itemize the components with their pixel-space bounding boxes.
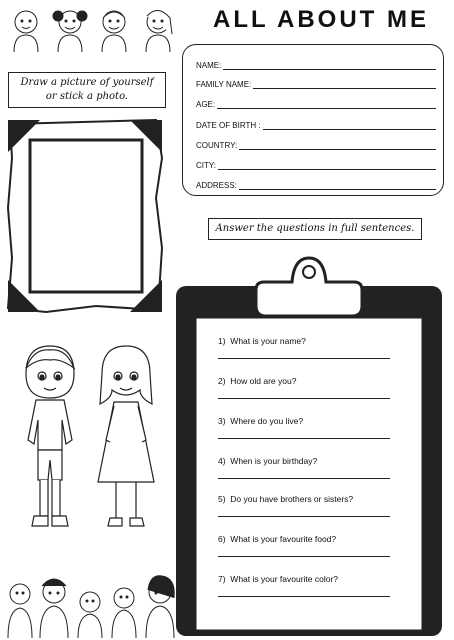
question-number: 3)	[218, 416, 226, 426]
question-number: 1)	[218, 336, 226, 346]
info-row-country[interactable]	[196, 136, 436, 150]
answer-line-4[interactable]	[218, 478, 390, 479]
answer-line[interactable]	[253, 79, 436, 89]
info-row-age[interactable]	[196, 95, 436, 109]
drawing-instruction-box	[8, 72, 166, 108]
info-label: CITY:	[196, 161, 217, 170]
answer-line-7[interactable]	[218, 596, 390, 597]
question-number: 5)	[218, 494, 226, 504]
question-text: Where do you live?	[230, 416, 304, 426]
photo-frame[interactable]	[6, 118, 164, 314]
answer-line-6[interactable]	[218, 556, 390, 557]
question-4	[218, 456, 317, 466]
question-text: What is your favourite food?	[230, 534, 337, 544]
answer-line-5[interactable]	[218, 516, 390, 517]
question-number: 4)	[218, 456, 226, 466]
question-text: When is your birthday?	[230, 456, 318, 466]
question-1	[218, 336, 306, 346]
question-5	[218, 494, 353, 504]
answer-line-1[interactable]	[218, 358, 390, 359]
question-2	[218, 376, 296, 386]
info-label: AGE:	[196, 100, 216, 109]
answer-line[interactable]	[239, 140, 436, 150]
kids-illustration-bottom	[4, 572, 182, 638]
answer-line[interactable]	[239, 180, 436, 190]
answer-line[interactable]	[217, 99, 436, 109]
info-label: NAME:	[196, 61, 222, 70]
info-label: COUNTRY:	[196, 141, 238, 150]
question-7	[218, 574, 338, 584]
drawing-instruction-line-2: or stick a photo.	[45, 91, 129, 102]
boy-and-girl-illustration	[10, 340, 170, 536]
question-text: Do you have brothers or sisters?	[230, 494, 354, 504]
info-label: FAMILY NAME:	[196, 80, 252, 89]
answer-line[interactable]	[263, 120, 436, 130]
answer-line[interactable]	[223, 60, 436, 70]
question-number: 2)	[218, 376, 226, 386]
question-number: 7)	[218, 574, 226, 584]
info-row-date-of-birth[interactable]	[196, 116, 436, 130]
info-row-city[interactable]	[196, 156, 436, 170]
question-6	[218, 534, 336, 544]
question-number: 6)	[218, 534, 226, 544]
question-text: How old are you?	[230, 376, 297, 386]
info-label: DATE OF BIRTH :	[196, 121, 261, 130]
question-3	[218, 416, 303, 426]
question-text: What is your name?	[230, 336, 306, 346]
info-row-name[interactable]	[196, 56, 436, 70]
page-title: ALL ABOUT ME	[213, 6, 429, 33]
info-label: ADDRESS:	[196, 181, 237, 190]
answer-line-3[interactable]	[218, 438, 390, 439]
drawing-instruction-line-1: Draw a picture of yourself	[20, 77, 154, 88]
answer-instruction-box: Answer the questions in full sentences.	[208, 218, 422, 240]
kids-illustration-top	[4, 2, 182, 52]
question-text: What is your favourite color?	[230, 574, 339, 584]
answer-line-2[interactable]	[218, 398, 390, 399]
info-row-family-name[interactable]	[196, 75, 436, 89]
info-row-address[interactable]	[196, 176, 436, 190]
answer-line[interactable]	[218, 160, 436, 170]
